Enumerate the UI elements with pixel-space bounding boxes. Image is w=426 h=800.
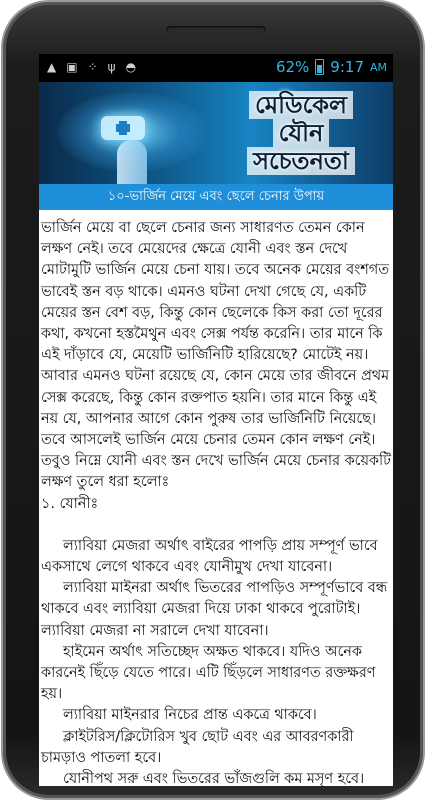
app-banner [39, 82, 393, 184]
notification-icons [47, 60, 136, 74]
clock-time: 9:17 [330, 58, 364, 76]
list-item: ল্যাবিয়া মাইনরার নিচের প্রান্ত একত্রে থাকবে। [63, 707, 317, 724]
clock-ampm: AM [369, 60, 387, 74]
phone-speaker [166, 26, 266, 34]
article-body[interactable] [41, 218, 396, 788]
usb-icon: ψ [107, 60, 116, 74]
warning-icon: ▲ [47, 60, 57, 74]
list-item: হাইমেন অর্থাৎ সতিচ্ছেদ অক্ষত থাকবে। যদিও অনেক কারনেই ছিঁড়ে যেতে পারে। এটি ছিঁড়লে সাধারণত রক্তক্ষরণ হয়। [41, 643, 381, 703]
android-icon: ◓ [125, 60, 137, 74]
article-title: ১০-ভার্জিন মেয়ে এবং ছেলে চেনার উপায় [107, 188, 325, 204]
app-screen [39, 54, 396, 788]
banner-title-line-2: যৌন [273, 119, 330, 147]
banner-title-line-1: মেডিকেল [249, 91, 353, 119]
section-heading: ১. যোনীঃ [41, 495, 99, 512]
list-item: যোনীপথ সরু এবং ভিতরের ভাঁজগুলি কম মসৃণ হবে। [63, 771, 365, 788]
spacer [41, 515, 391, 536]
list-item: ল্যাবিয়া মাইনরা অর্থাৎ ভিতরের পাপড়িও সম্পূর্ণভাবে বন্ধ থাকবে এবং ল্যাবিয়া মেজরা দিয়ে ঢাকা থাকবে পুরোটাই। ল্যাবিয়া মেজরা না সরালে দেখা যাবেনা। [41, 580, 392, 639]
image-icon: ▣ [66, 60, 78, 74]
banner-title-line-3: সচেতনতা [247, 147, 355, 175]
list-item: ল্যাবিয়া মেজরা অর্থাৎ বাইরের পাপড়ি প্রায় সম্পূর্ণ ভাবে একসাথে লেগে থাকবে এবং যোনীমুখ দেখা যাবেনা। [41, 537, 383, 576]
dots-icon: ⁘ [87, 60, 98, 74]
article-title-bar [39, 184, 393, 210]
status-right [276, 58, 387, 76]
list-item: ক্লাইটরিস/ক্লিটোরিস খুব ছোট এবং এর আবরণকারী চামড়াও পাতলা হবে। [41, 728, 359, 766]
phone-frame [3, 2, 423, 798]
battery-icon [315, 59, 324, 75]
medical-cross-icon [101, 116, 145, 140]
status-bar [39, 54, 393, 82]
article-intro: ভার্জিন মেয়ে বা ছেলে চেনার জন্য সাধারণত তেমন কোন লক্ষণ নেই। তবে মেয়েদের ক্ষেত্রে যোনী এবং স্তন দেখে মোটামুটি ভার্জিন মেয়ে চেনা যায়। তবে অনেক মেয়ের বংশগত ভাবেই স্তন বড় থাকে। এমনও ঘটনা দেখা গেছে যে, একটি মেয়ের স্তন বেশ বড়, কিন্তু কোন ছেলেকে কিস করা তো দূরের কথা, কখনো হস্তমৈথুন এবং সেক্স পর্যন্ত করেনি। তার মানে কি এই দাঁড়াবে যে, মেয়েটি ভার্জিনিটি হারিয়েছে? মোটেই নয়। আবার এমনও ঘটনা রয়েছে যে, কোন মেয়ে তার জীবনে প্রথম সেক্স করেছে, কিন্তু কোন রক্তপাত হয়নি। তার মানে কিন্তু এই নয় যে, আপনার আগে কোন পুরুষ তার ভার্জিনিটি নিয়েছে। তবে আসলেই ভার্জিন মেয়ে চেনার তেমন কোন লক্ষণ নেই। তবুও নিম্নে যোনী এবং স্তন দেখে ভার্জিন মেয়ে চেনার কয়েকটি লক্ষণ তুলে ধরা হলোঃ [41, 220, 396, 491]
battery-percent: 62% [275, 58, 310, 76]
banner-title [217, 88, 385, 178]
